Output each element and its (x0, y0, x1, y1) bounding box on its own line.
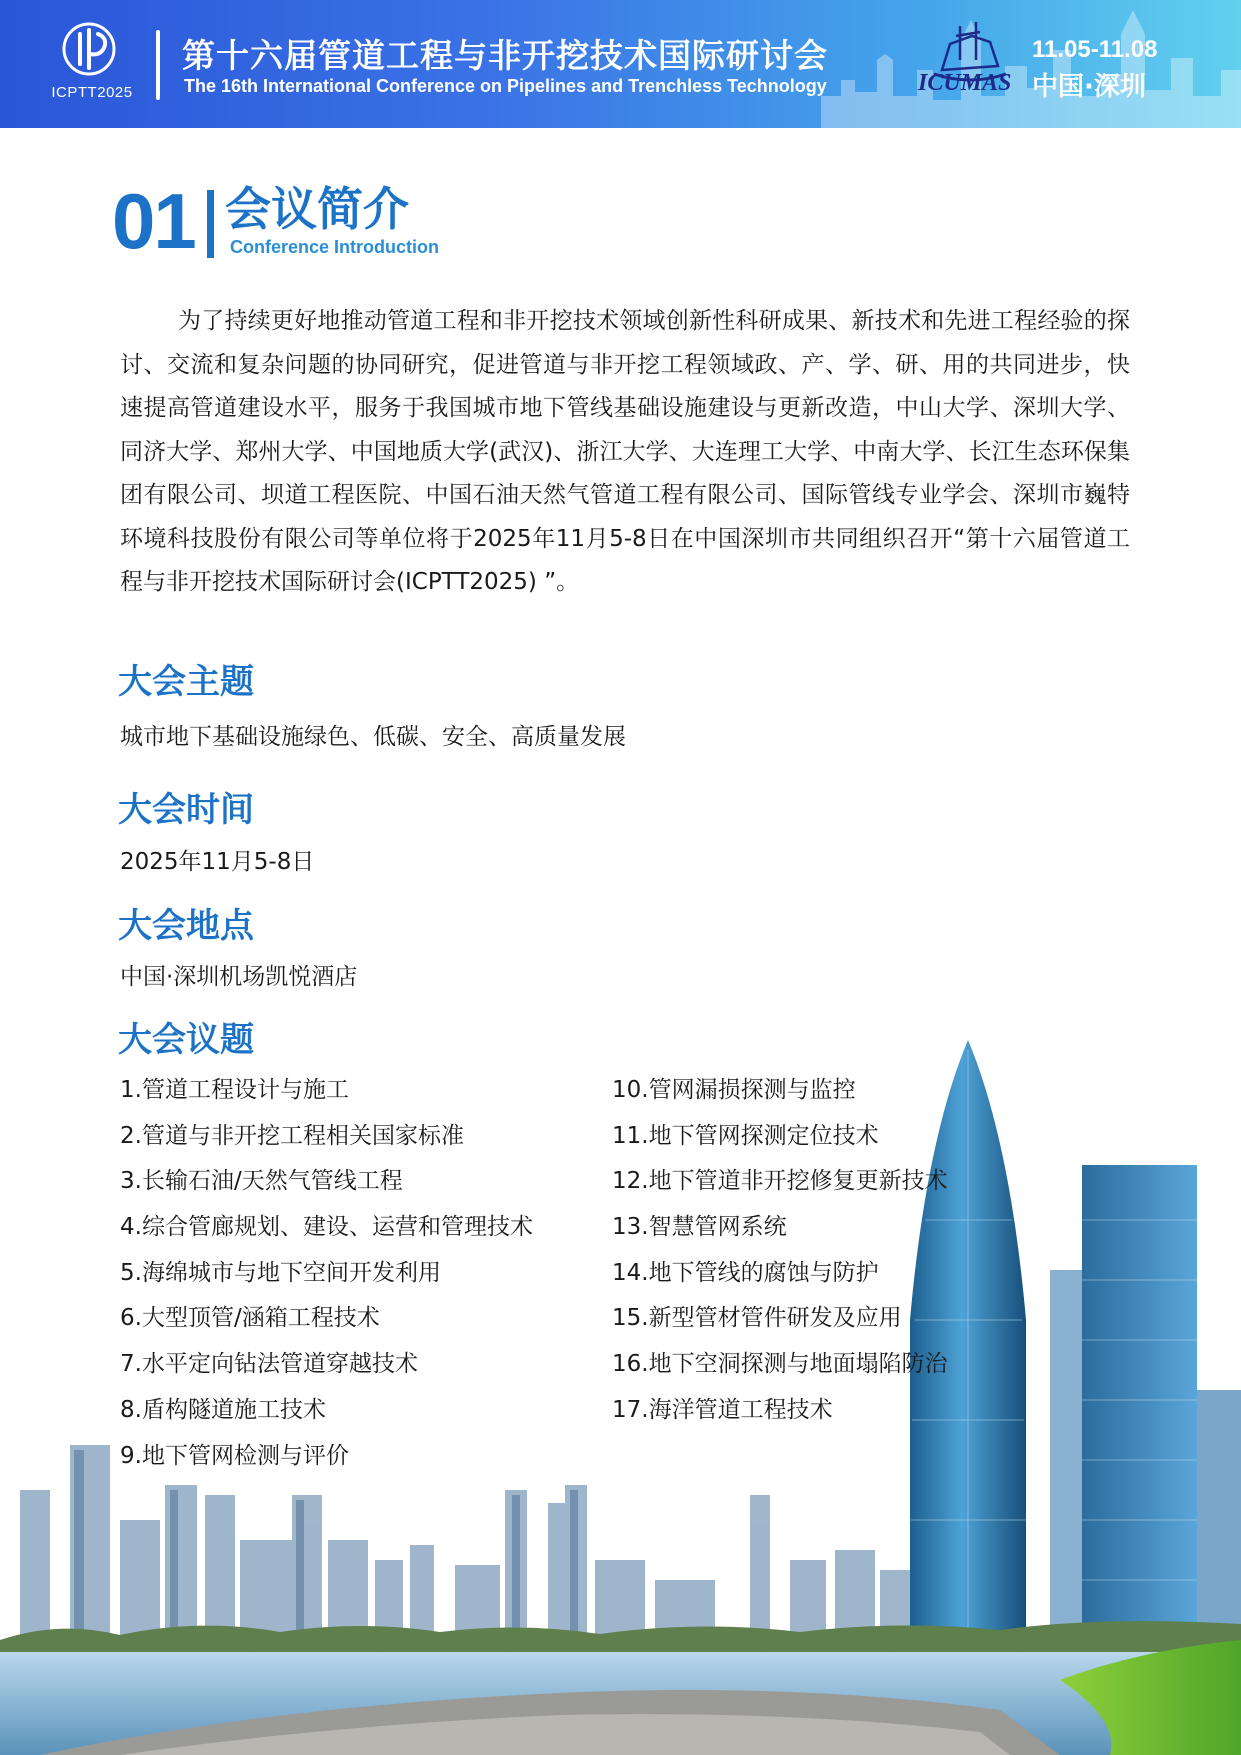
intro-paragraph: 为了持续更好地推动管道工程和非开挖技术领域创新性科研成果、新技术和先进工程经验的探讨、交流和复杂问题的协同研究，促进管道与非开挖工程领域政、产、学、研、用的共同进步，快速提高管道建设水平，服务于我国城市地下管线基础设施建设与更新改造，中山大学、深圳大学、同济大学、郑州大学、中国地质大学(武汉)、浙江大学、大连理工大学、中南大学、长江生态环保集团有限公司、坝道工程医院、中国石油天然气管道工程有限公司、国际管线专业学会、深圳市巍特环境科技股份有限公司等单位将于2025年11月5-8日在中国深圳市共同组织召开“第十六届管道工程与非开挖技术国际研讨会(ICPTT2025) ”。 (120, 308, 1130, 595)
topic-item: 9.地下管网检测与评价 (120, 1442, 349, 1469)
conference-title-cn: 第十六届管道工程与非开挖技术国际研讨会 (182, 36, 828, 75)
topic-item: 12.地下管道非开挖修复更新技术 (612, 1168, 948, 1195)
topic-item: 5.海绵城市与地下空间开发利用 (120, 1259, 441, 1286)
theme-value: 城市地下基础设施绿色、低碳、安全、高质量发展 (120, 724, 626, 750)
section-divider-bar (207, 190, 214, 258)
logo-text: ICPTT2025 (51, 84, 133, 101)
skyline-silhouette-icon (821, 0, 1241, 128)
topics-list-left (120, 1070, 600, 1481)
conference-title-en: The 16th International Conference on Pipelines and Trenchless Technology (184, 76, 827, 96)
icptt-logo-icon (60, 20, 118, 78)
topic-item: 8.盾构隧道施工技术 (120, 1396, 326, 1423)
theme-heading: 大会主题 (118, 662, 254, 702)
topic-item: 14.地下管线的腐蚀与防护 (612, 1259, 879, 1286)
section-title-cn: 会议简介 (225, 182, 409, 236)
topic-item: 1.管道工程设计与施工 (120, 1077, 349, 1103)
topics-list-right (612, 1070, 1032, 1436)
topic-item: 7.水平定向钻法管道穿越技术 (120, 1351, 418, 1378)
topic-item: 16.地下空洞探测与地面塌陷防治 (612, 1351, 948, 1378)
topic-item: 10.管网漏损探测与监控 (612, 1077, 856, 1103)
topic-item: 17.海洋管道工程技术 (612, 1396, 833, 1423)
icumas-logo-text: ICUMAS (918, 70, 1012, 96)
topic-item: 3.长输石油/天然气管线工程 (120, 1168, 403, 1195)
time-value: 2025年11月5-8日 (120, 849, 315, 875)
topic-item: 2.管道与非开挖工程相关国家标准 (120, 1122, 464, 1149)
topic-item: 11.地下管网探测定位技术 (612, 1122, 879, 1149)
event-city: 中国·深圳 (1032, 72, 1146, 102)
section-title-en: Conference Introduction (230, 237, 440, 257)
topics-heading: 大会议题 (118, 1020, 254, 1060)
topic-item: 4.综合管廊规划、建设、运营和管理技术 (120, 1214, 533, 1241)
event-dates: 11.05-11.08 (1032, 36, 1158, 63)
topic-item: 6.大型顶管/涵箱工程技术 (120, 1305, 380, 1332)
venue-heading: 大会地点 (118, 906, 254, 946)
section-number: 01 (112, 177, 195, 265)
topic-item: 13.智慧管网系统 (612, 1214, 787, 1241)
topic-item: 15.新型管材管件研发及应用 (612, 1305, 902, 1332)
time-heading: 大会时间 (118, 790, 254, 830)
banner-divider (156, 30, 160, 100)
header-banner (0, 0, 1241, 128)
venue-value: 中国·深圳机场凯悦酒店 (120, 964, 358, 990)
